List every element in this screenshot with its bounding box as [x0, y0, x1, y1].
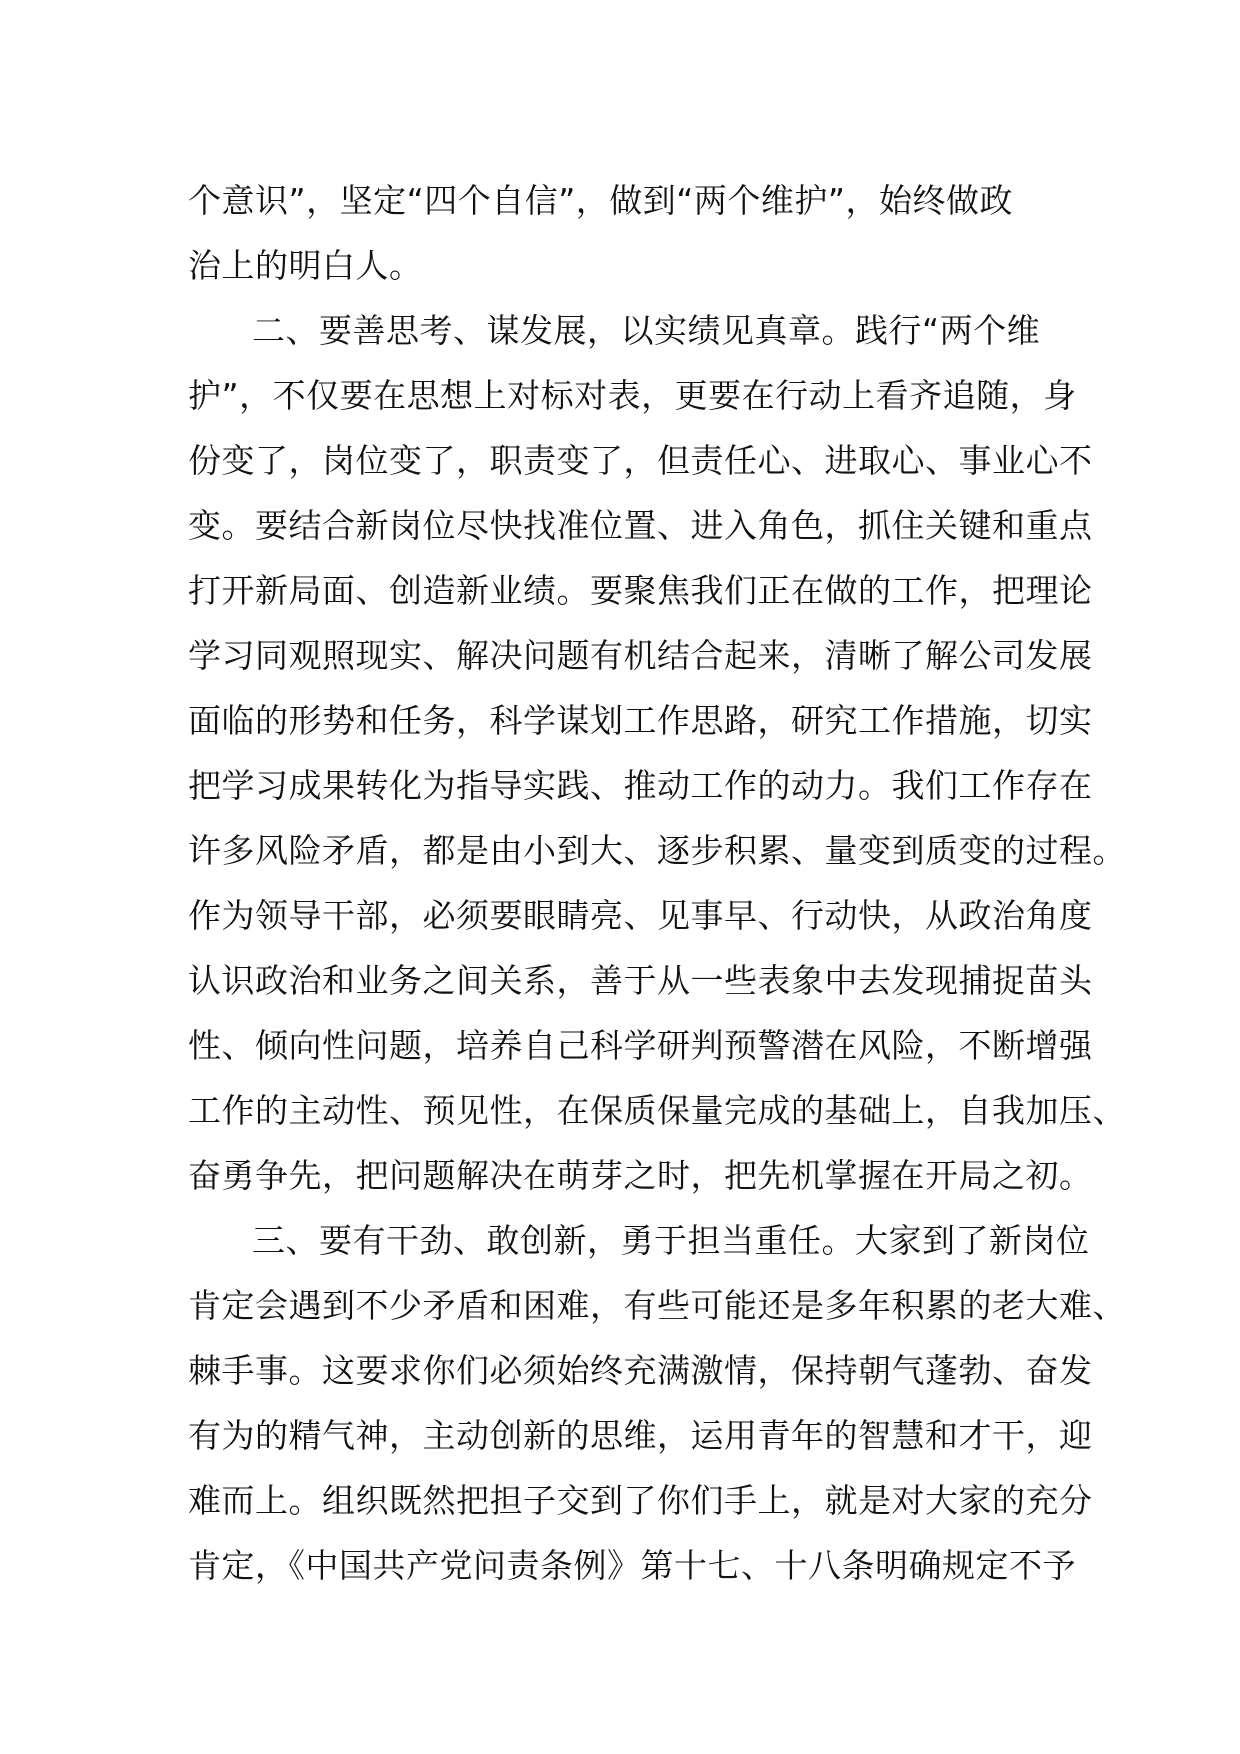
text-line: 难而上。组织既然把担子交到了你们手上，就是对大家的充分	[188, 1481, 1093, 1520]
text-line: 肯定会遇到不少矛盾和困难，有些可能还是多年积累的老大难、	[188, 1286, 1126, 1325]
text-line: 份变了，岗位变了，职责变了，但责任心、进取心、事业心不	[188, 441, 1093, 480]
text-line: 性、倾向性问题，培养自己科学研判预警潜在风险，不断增强	[188, 1026, 1093, 1065]
text-line: 许多风险矛盾，都是由小到大、逐步积累、量变到质变的过程。	[188, 831, 1126, 870]
text-line: 工作的主动性、预见性，在保质保量完成的基础上，自我加压、	[188, 1091, 1126, 1130]
text-line: 治上的明白人。	[188, 246, 423, 285]
text-line: 认识政治和业务之间关系，善于从一些表象中去发现捕捉苗头	[188, 961, 1093, 1000]
text-line: 奋勇争先，把问题解决在萌芽之时，把先机掌握在开局之初。	[188, 1156, 1093, 1195]
text-line: 学习同观照现实、解决问题有机结合起来，清晰了解公司发展	[188, 636, 1093, 675]
text-line: 棘手事。这要求你们必须始终充满激情，保持朝气蓬勃、奋发	[188, 1351, 1093, 1390]
text-line: 打开新局面、创造新业绩。要聚焦我们正在做的工作，把理论	[188, 571, 1093, 610]
text-line: 面临的形势和任务，科学谋划工作思路，研究工作措施，切实	[188, 701, 1093, 740]
text-line: 作为领导干部，必须要眼睛亮、见事早、行动快，从政治角度	[188, 896, 1093, 935]
text-line: 三、要有干劲、敢创新，勇于担当重任。大家到了新岗位	[252, 1221, 1090, 1260]
text-line: 肯定，《中国共产党问责条例》第十七、十八条明确规定不予	[188, 1546, 1076, 1585]
text-line: 变。要结合新岗位尽快找准位置、进入角色，抓住关键和重点	[188, 506, 1093, 545]
document-body	[188, 168, 1126, 1598]
text-line: 二、要善思考、谋发展，以实绩见真章。践行“两个维	[252, 311, 1041, 350]
text-line: 护”，不仅要在思想上对标对表，更要在行动上看齐追随，身	[188, 376, 1077, 415]
text-line: 有为的精气神，主动创新的思维，运用青年的智慧和才干，迎	[188, 1416, 1093, 1455]
text-line: 个意识”，坚定“四个自信”，做到“两个维护”，始终做政	[188, 181, 1013, 220]
text-line: 把学习成果转化为指导实践、推动工作的动力。我们工作存在	[188, 766, 1093, 805]
